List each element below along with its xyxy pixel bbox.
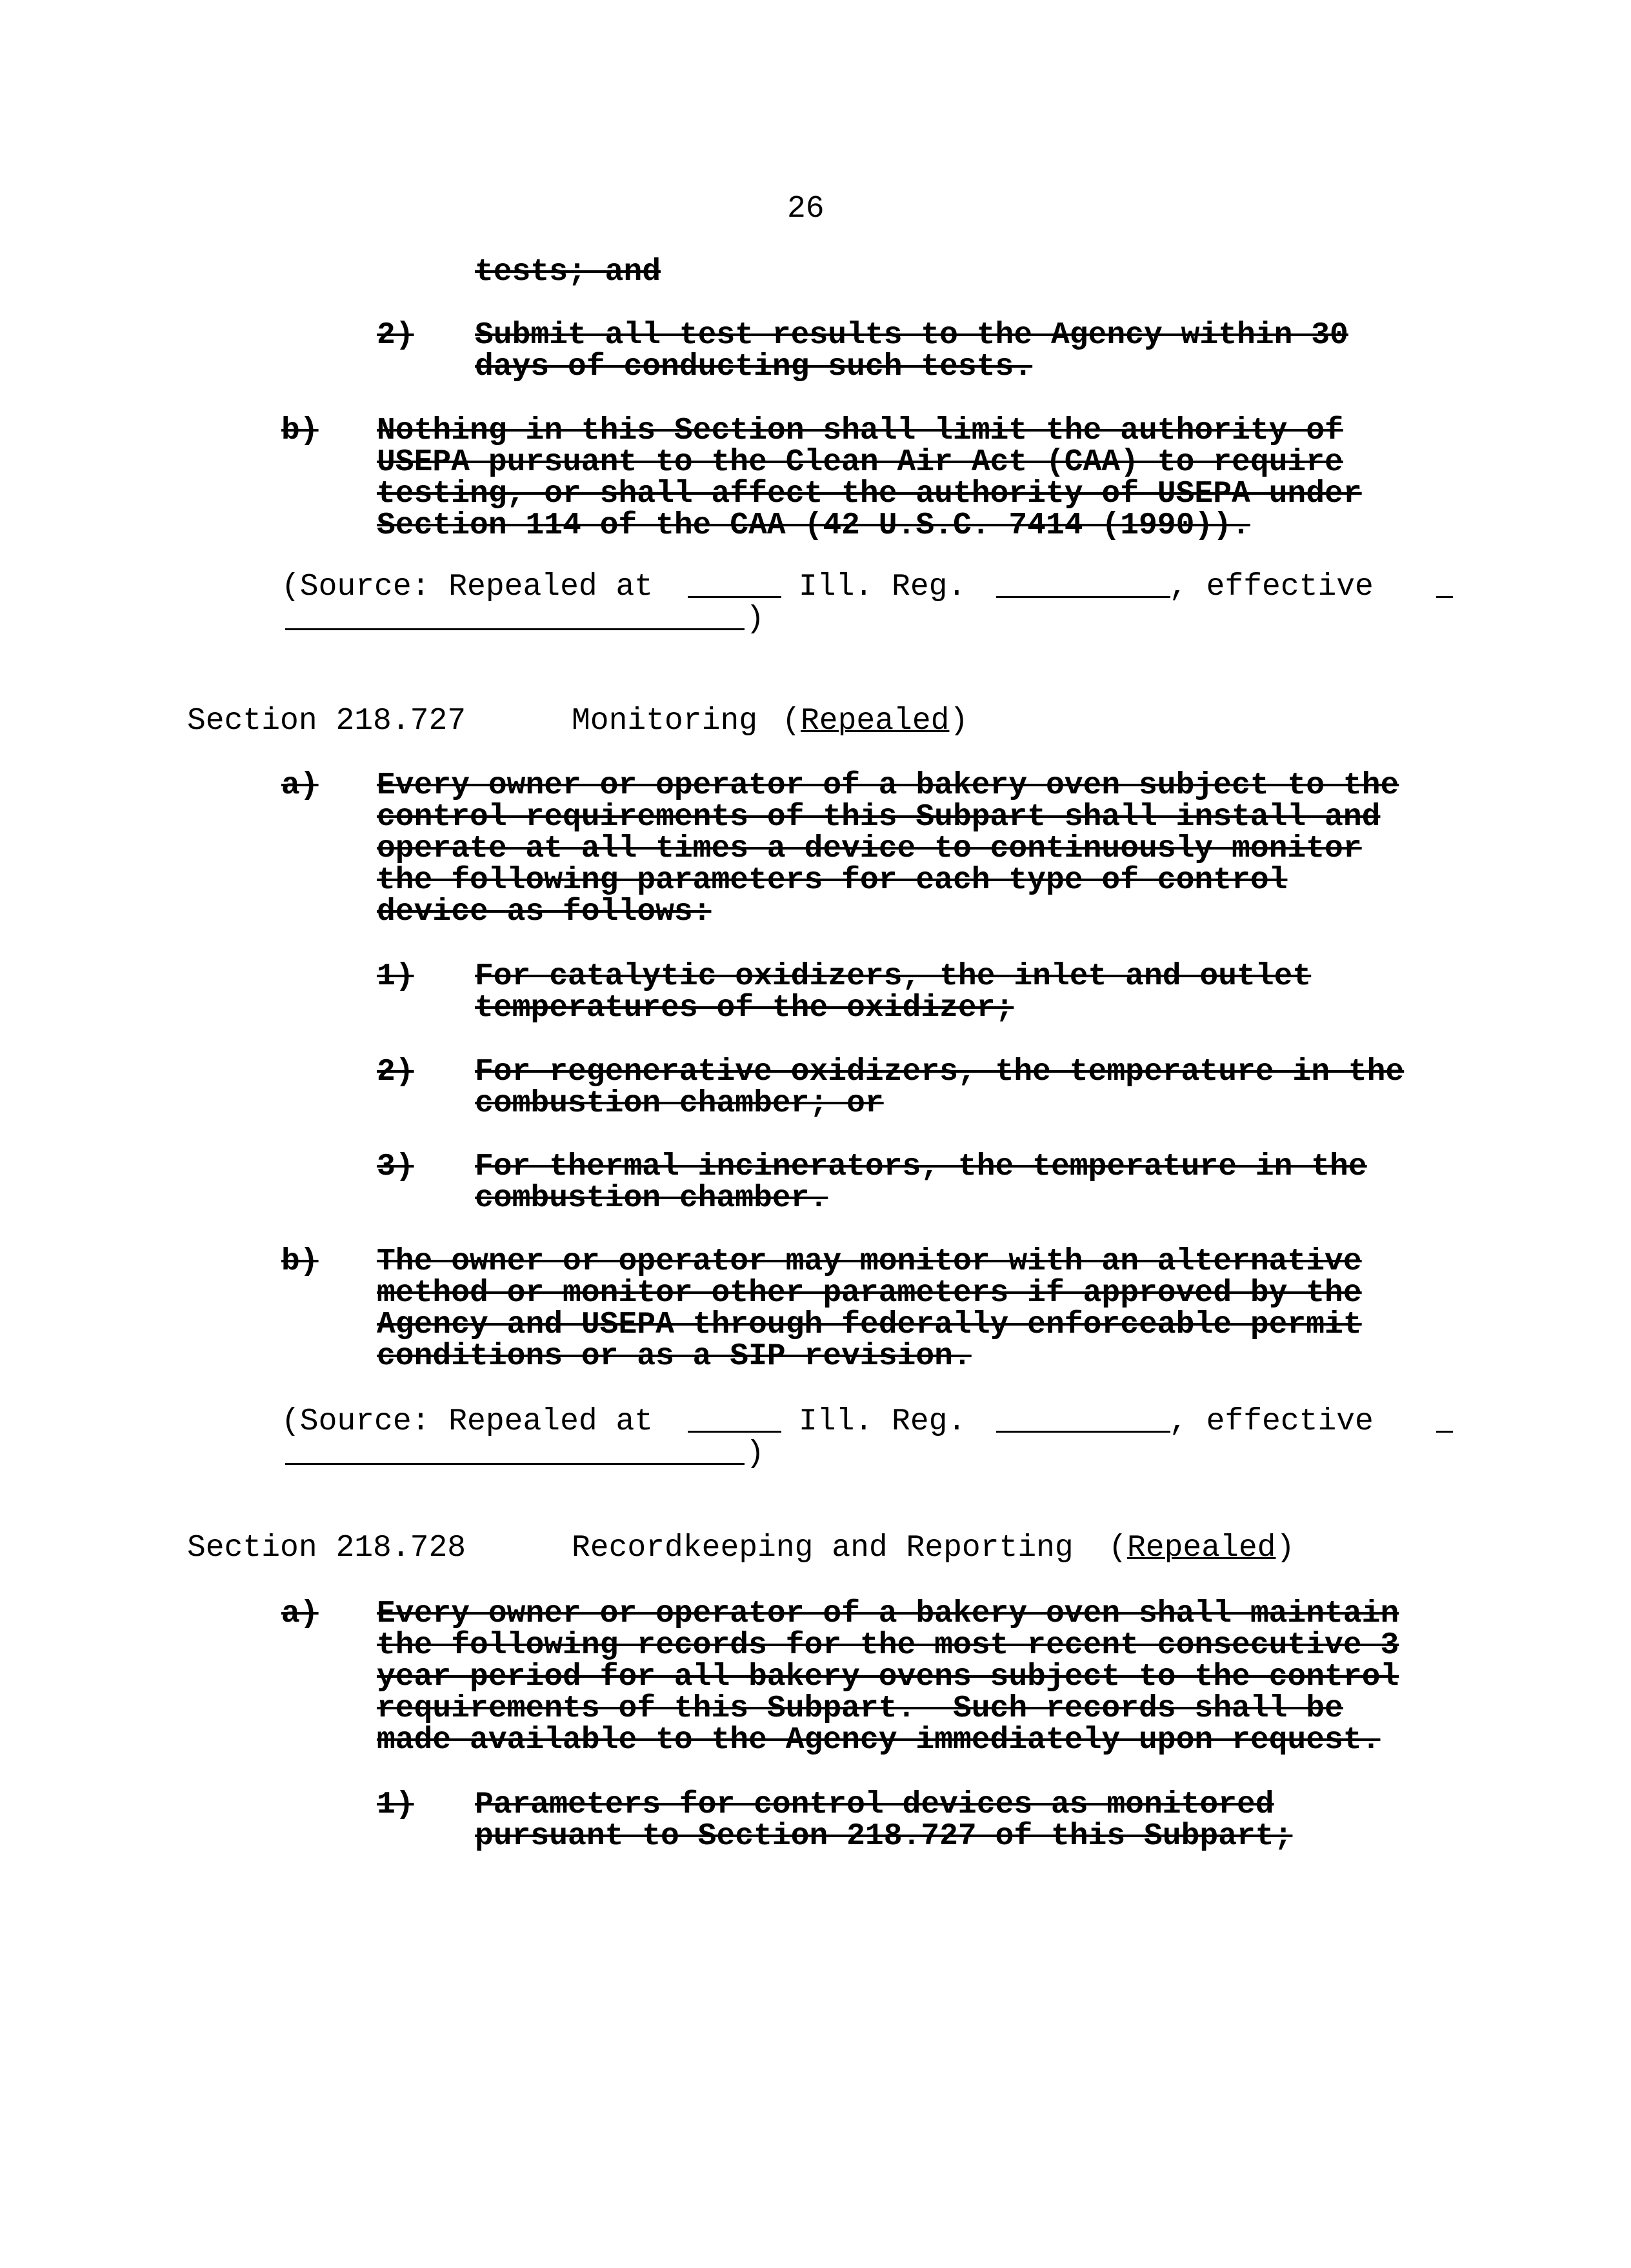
item-number: b) <box>281 1244 319 1279</box>
source-prefix: (Source: Repealed at <box>281 1404 654 1439</box>
deleted-text: method or monitor other parameters if approved by the <box>377 1276 1362 1311</box>
deleted-text: days of conducting such tests. <box>475 350 1033 384</box>
section-number: Section 218.728 <box>187 1531 466 1566</box>
source-reg: Ill. Reg. <box>799 570 966 604</box>
item-number: 1) <box>377 959 414 994</box>
section-number: Section 218.727 <box>187 704 466 739</box>
source-effective: , effective <box>1169 570 1374 604</box>
deleted-text: operate at all times a device to continuously monitor <box>377 831 1362 866</box>
blank-line <box>688 596 781 598</box>
deleted-text: The owner or operator may monitor with an alternative <box>377 1244 1362 1279</box>
section-title: Monitoring <box>572 704 758 739</box>
blank-line <box>996 596 1170 598</box>
deleted-text: For thermal incinerators, the temperature in the <box>475 1149 1367 1184</box>
deleted-text: pursuant to Section 218.727 of this Subpart; <box>475 1819 1293 1854</box>
item-number: 3) <box>377 1149 414 1184</box>
repealed-label: Repealed <box>1127 1531 1276 1566</box>
source-close: ) <box>746 1437 765 1471</box>
repealed-label: Repealed <box>801 704 950 739</box>
deleted-text: Every owner or operator of a bakery oven shall maintain <box>377 1597 1399 1631</box>
item-number: b) <box>281 413 319 448</box>
deleted-text: the following parameters for each type of control <box>377 863 1288 898</box>
paren-open: ( <box>1108 1531 1127 1566</box>
deleted-text: For regenerative oxidizers, the temperature in the <box>475 1055 1405 1089</box>
deleted-text: Nothing in this Section shall limit the authority of <box>377 413 1343 448</box>
deleted-text: Submit all test results to the Agency within 30 <box>475 318 1348 353</box>
source-reg: Ill. Reg. <box>799 1404 966 1439</box>
deleted-text: testing, or shall affect the authority of USEPA under <box>377 477 1362 512</box>
deleted-text: tests; and <box>475 255 661 290</box>
section-title: Recordkeeping and Reporting <box>572 1531 1074 1566</box>
item-number: a) <box>281 1597 319 1631</box>
deleted-text: Section 114 of the CAA (42 U.S.C. 7414 (1990)). <box>377 508 1250 543</box>
page-number: 26 <box>787 192 825 226</box>
blank-line <box>996 1431 1170 1433</box>
item-number: 1) <box>377 1787 414 1822</box>
blank-line <box>1436 596 1453 598</box>
deleted-text: the following records for the most recent consecutive 3 <box>377 1628 1399 1663</box>
deleted-text: combustion chamber. <box>475 1181 828 1216</box>
deleted-text: For catalytic oxidizers, the inlet and outlet <box>475 959 1312 994</box>
deleted-text: Parameters for control devices as monitored <box>475 1787 1274 1822</box>
paren-close: ) <box>1276 1531 1295 1566</box>
deleted-text: Agency and USEPA through federally enforceable permit <box>377 1308 1362 1342</box>
source-close: ) <box>746 602 765 637</box>
deleted-text: year period for all bakery ovens subject to the control <box>377 1660 1399 1695</box>
deleted-text: conditions or as a SIP revision. <box>377 1339 972 1374</box>
deleted-text: requirements of this Subpart. Such records shall be <box>377 1691 1343 1726</box>
blank-line <box>285 628 745 630</box>
deleted-text: made available to the Agency immediately upon request. <box>377 1723 1381 1758</box>
item-number: 2) <box>377 1055 414 1089</box>
item-number: 2) <box>377 318 414 353</box>
paren-close: ) <box>950 704 968 739</box>
deleted-text: control requirements of this Subpart shall install and <box>377 800 1381 835</box>
deleted-text: Every owner or operator of a bakery oven subject to the <box>377 768 1399 803</box>
blank-line <box>1436 1431 1453 1433</box>
source-effective: , effective <box>1169 1404 1374 1439</box>
paren-open: ( <box>782 704 801 739</box>
deleted-text: temperatures of the oxidizer; <box>475 991 1014 1026</box>
blank-line <box>688 1431 781 1433</box>
source-prefix: (Source: Repealed at <box>281 570 654 604</box>
deleted-text: combustion chamber; or <box>475 1086 884 1121</box>
deleted-text: device as follows: <box>377 895 712 930</box>
item-number: a) <box>281 768 319 803</box>
blank-line <box>285 1463 745 1465</box>
deleted-text: USEPA pursuant to the Clean Air Act (CAA) to require <box>377 445 1343 480</box>
